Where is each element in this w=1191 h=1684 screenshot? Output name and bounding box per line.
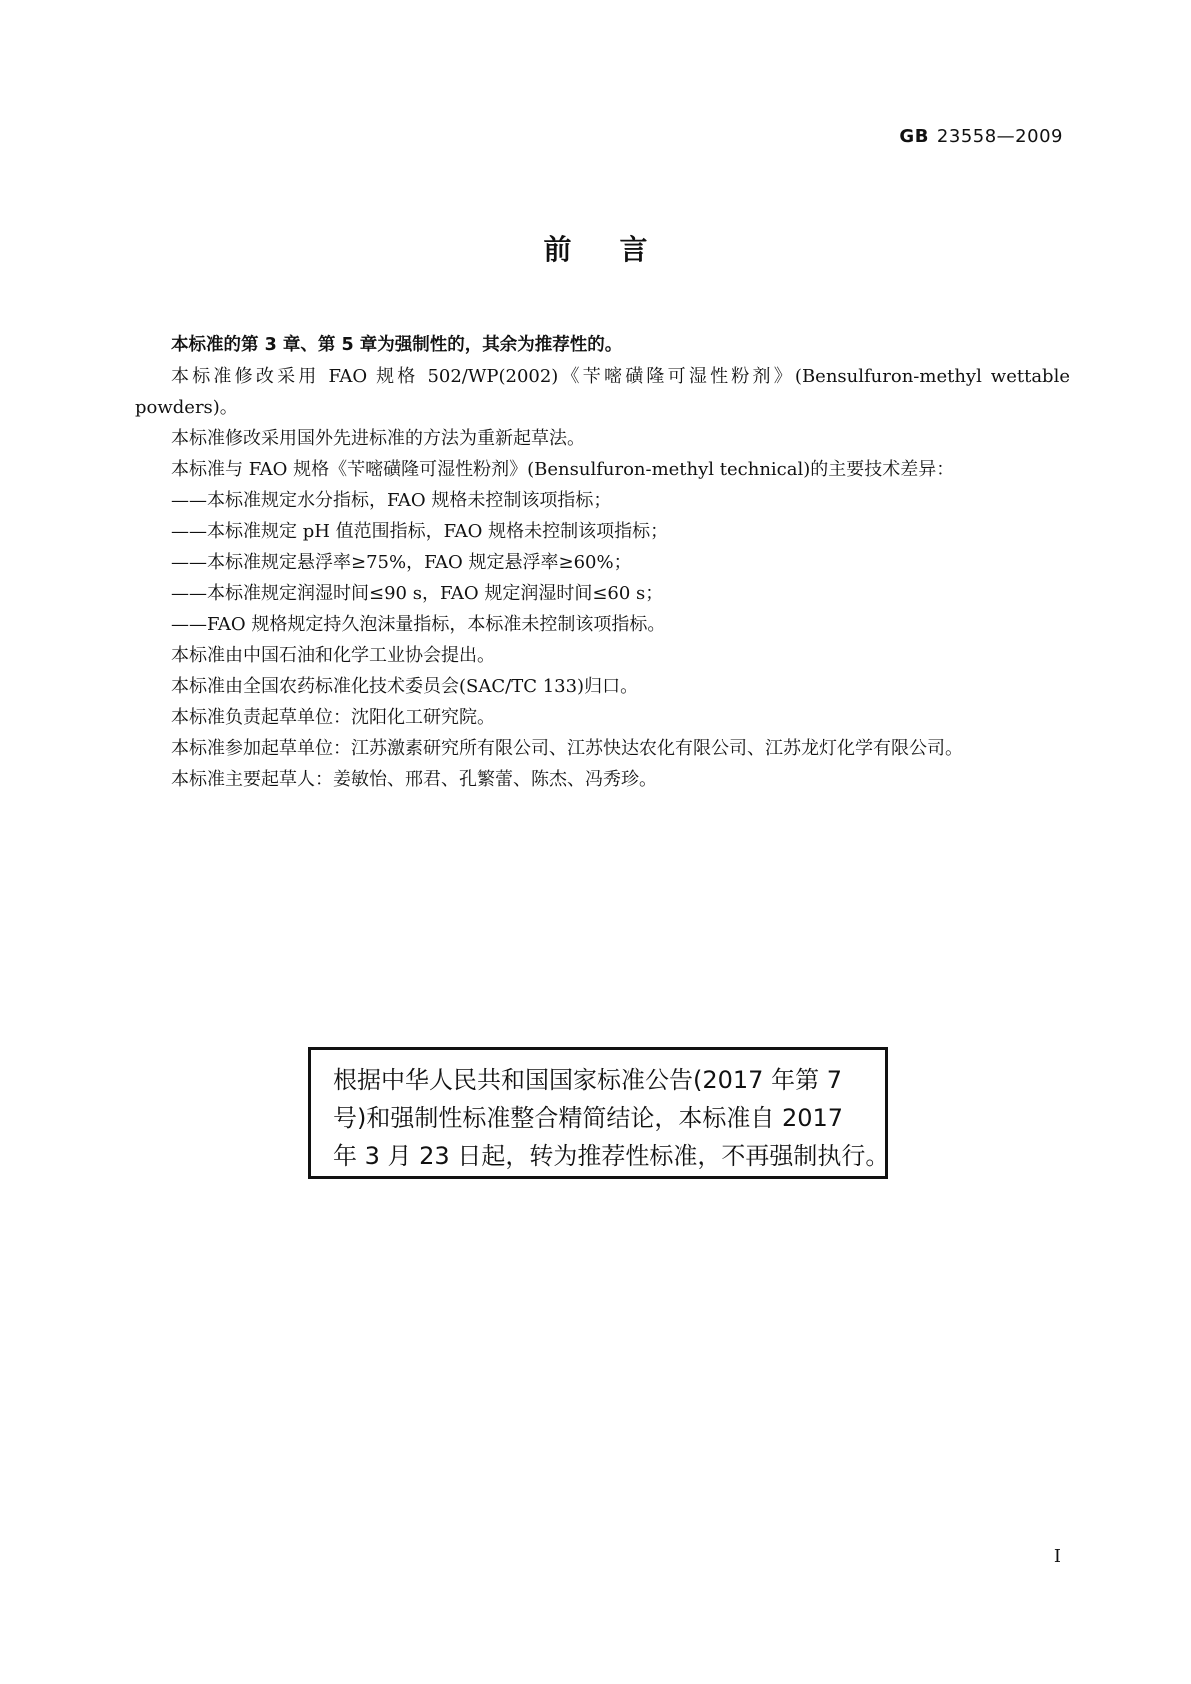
difference-item-ph: ——本标准规定 pH 值范围指标，FAO 规格未控制该项指标； bbox=[171, 521, 669, 542]
paragraph-drafting-method: 本标准修改采用国外先进标准的方法为重新起草法。 bbox=[171, 428, 585, 449]
paragraph-adoption: 本标准修改采用 FAO 规格 502/WP(2002)《苄嘧磺隆可湿性粉剂》(Bensulfuron-methyl wettable powders)。 bbox=[135, 366, 1070, 418]
paragraph-main-drafters: 本标准主要起草人：姜敏怡、邢君、孔繁蕾、陈杰、冯秀珍。 bbox=[171, 769, 657, 790]
foreword-body bbox=[135, 330, 1070, 795]
page-number: I bbox=[1053, 1546, 1061, 1567]
standard-number: 23558—2009 bbox=[936, 126, 1063, 147]
paragraph-participating-drafters: 本标准参加起草单位：江苏激素研究所有限公司、江苏快达农化有限公司、江苏龙灯化学有限公司。 bbox=[171, 738, 963, 759]
notice-line-2: 号)和强制性标准整合精简结论，本标准自 2017 bbox=[333, 1104, 844, 1132]
standard-code bbox=[899, 126, 1063, 147]
difference-item-foam: ——FAO 规格规定持久泡沫量指标，本标准未控制该项指标。 bbox=[171, 614, 666, 635]
difference-item-wetting-time: ——本标准规定润湿时间≤90 s，FAO 规定润湿时间≤60 s； bbox=[171, 583, 664, 604]
paragraph-proposer: 本标准由中国石油和化学工业协会提出。 bbox=[171, 645, 495, 666]
notice-line-3: 年 3 月 23 日起，转为推荐性标准，不再强制执行。 bbox=[333, 1142, 890, 1170]
difference-item-suspensibility: ——本标准规定悬浮率≥75%，FAO 规定悬浮率≥60%； bbox=[171, 552, 632, 573]
paragraph-differences-intro: 本标准与 FAO 规格《苄嘧磺隆可湿性粉剂》(Bensulfuron-methyl technical)的主要技术差异： bbox=[171, 459, 955, 480]
page-title: 前言 bbox=[543, 233, 696, 266]
difference-item-moisture: ——本标准规定水分指标，FAO 规格未控制该项指标； bbox=[171, 490, 612, 511]
standard-prefix: GB bbox=[899, 126, 929, 147]
notice-line-1: 根据中华人民共和国国家标准公告(2017 年第 7 bbox=[333, 1066, 842, 1094]
status-notice-box bbox=[308, 1047, 888, 1179]
paragraph-responsible-drafter: 本标准负责起草单位：沈阳化工研究院。 bbox=[171, 707, 495, 728]
paragraph-mandatory-chapters: 本标准的第 3 章、第 5 章为强制性的，其余为推荐性的。 bbox=[171, 335, 623, 355]
paragraph-technical-committee: 本标准由全国农药标准化技术委员会(SAC/TC 133)归口。 bbox=[171, 676, 639, 697]
